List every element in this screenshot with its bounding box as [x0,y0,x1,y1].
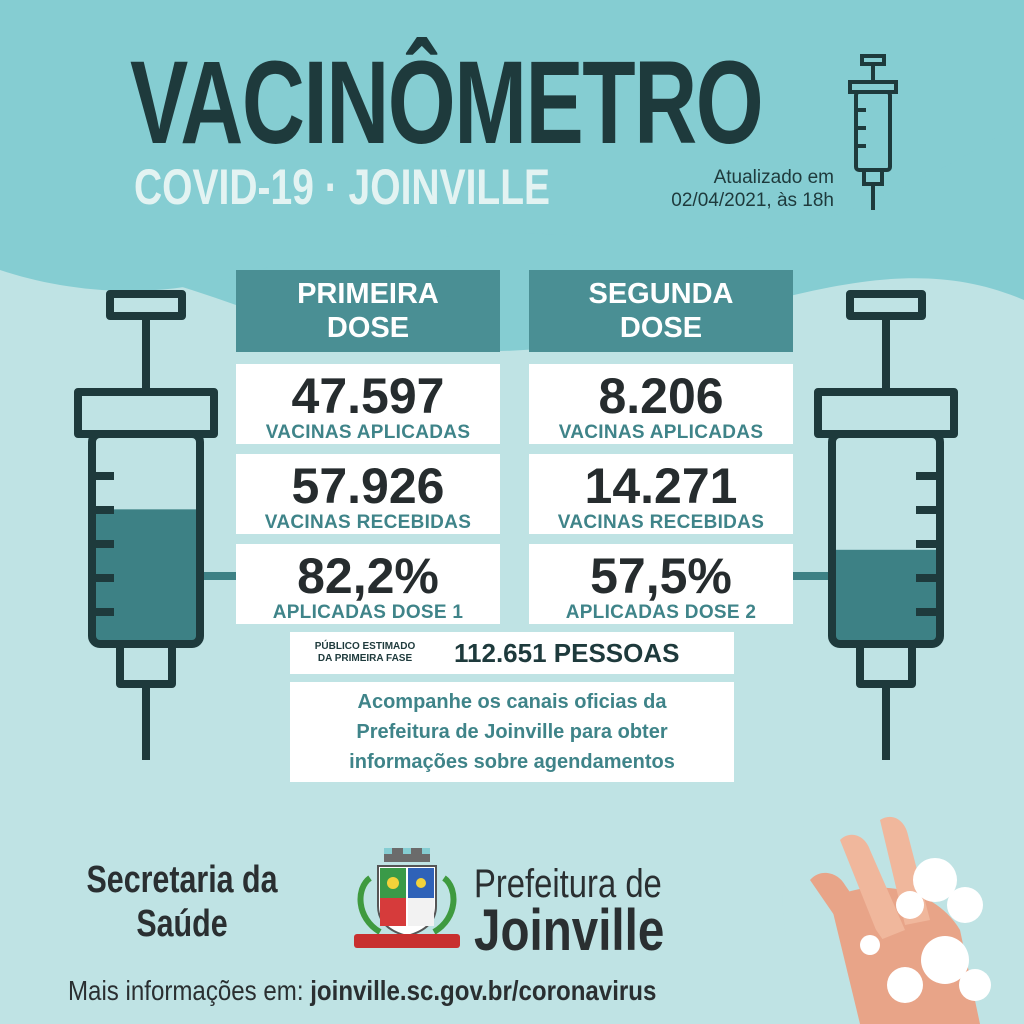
second-dose-percent-card [529,544,793,624]
first-dose-percent-card [236,544,500,624]
second-dose-applied-card [529,364,793,444]
second-dose-header-line-1: SEGUNDA [588,278,734,310]
updated-line-2: 02/04/2021, às 18h [671,190,834,211]
first-dose-percent-value: 82,2% [297,548,439,604]
prefeitura-line-1: Prefeitura de [474,862,662,906]
first-dose-applied-label: VACINAS APLICADAS [265,422,471,443]
first-dose-header-line-2: DOSE [326,312,410,344]
secretaria-line-2: Saúde [136,903,228,945]
first-dose-percent-label: APLICADAS DOSE 1 [272,602,464,623]
second-dose-received-label: VACINAS RECEBIDAS [557,512,765,533]
second-dose-header [529,270,793,352]
right-syringe-fill [832,550,940,644]
first-dose-applied-value: 47.597 [291,368,445,424]
more-info-prefix: Mais informações em: [68,975,304,1006]
more-info-link[interactable]: joinville.sc.gov.br/coronavirus [310,975,657,1006]
second-dose-percent-value: 57,5% [590,548,732,604]
public-estimate-label-line-2: DA PRIMEIRA FASE [317,653,413,664]
left-syringe-icon [70,288,220,768]
secretaria-logo-text [86,858,278,946]
prefeitura-line-2: Joinville [474,898,665,963]
updated-line-1: Atualizado em [713,167,834,188]
right-syringe-icon [810,288,960,768]
info-text: Acompanhe os canais oficias da Prefeitura de Joinville para obter informações sobre agendamentos [349,691,675,773]
second-dose-applied-label: VACINAS APLICADAS [558,422,764,443]
info-box [290,682,734,782]
public-estimate-label [290,641,440,665]
secretaria-line-1: Secretaria da [86,859,278,901]
first-dose-received-card [236,454,500,534]
page-title: VACINÔMETRO [130,37,763,169]
public-estimate-box [290,632,734,674]
second-dose-applied-value: 8.206 [598,368,724,424]
second-dose-received-value: 14.271 [584,458,738,514]
hand-washing-icon [783,796,1024,1024]
first-dose-received-label: VACINAS RECEBIDAS [264,512,472,533]
public-estimate-label-line-1: PÚBLICO ESTIMADO [314,641,416,652]
public-estimate-value: 112.651 PESSOAS [454,637,680,668]
first-dose-header-line-1: PRIMEIRA [297,278,439,310]
updated-timestamp [671,166,834,212]
first-dose-header [236,270,500,352]
page-subtitle: COVID-19 · JOINVILLE [134,159,551,215]
second-dose-percent-label: APLICADAS DOSE 2 [565,602,757,623]
first-dose-received-value: 57.926 [291,458,445,514]
more-info-line [68,974,656,1008]
city-coat-of-arms-icon [350,848,464,952]
second-dose-received-card [529,454,793,534]
first-dose-applied-card [236,364,500,444]
second-dose-header-line-2: DOSE [619,312,703,344]
